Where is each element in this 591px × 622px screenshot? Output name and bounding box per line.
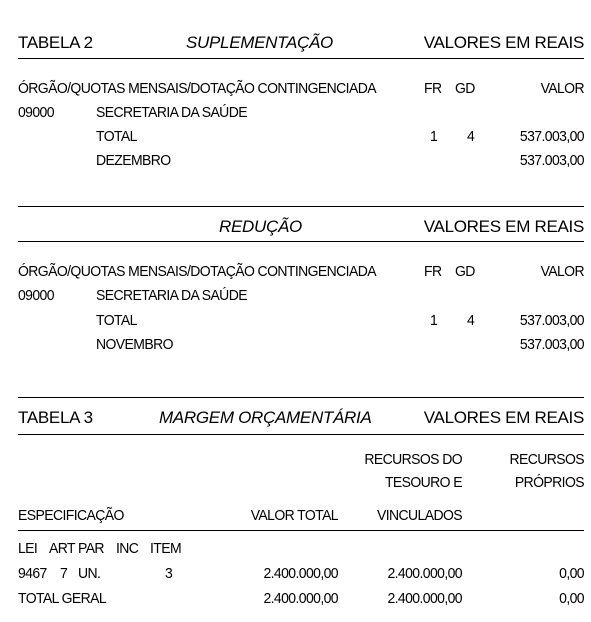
reducao-col-fr: FR (424, 261, 442, 280)
tabela3-total-label: TOTAL GERAL (18, 588, 107, 607)
tabela2-title: SUPLEMENTAÇÃO (186, 33, 333, 52)
tabela2-total-gd: 4 (467, 126, 475, 145)
reducao-total-valor: 537.003,00 (519, 310, 584, 329)
reducao-orgao-code: 09000 (18, 285, 54, 304)
tabela2-orgao-code: 09000 (18, 102, 54, 121)
tabela3-col-proprios-line2: PRÓPRIOS (514, 472, 584, 491)
tabela2-total-label: TOTAL (96, 126, 137, 145)
tabela3-title: MARGEM ORÇAMENTÁRIA (159, 408, 372, 427)
reducao-orgao-name: SECRETARIA DA SAÚDE (96, 285, 247, 304)
tabela2-divider (18, 58, 584, 59)
tabela3-units: VALORES EM REAIS (423, 408, 584, 427)
tabela3-col-tesouro-line2: TESOURO E (384, 472, 462, 491)
tabela3-col-especificacao: ESPECIFICAÇÃO (18, 505, 124, 524)
reducao-month-valor: 537.003,00 (519, 334, 584, 353)
tabela2-col-valor: VALOR (540, 78, 584, 97)
tabela3-col-tesouro-line3: VINCULADOS (376, 505, 462, 524)
tabela3-divider (18, 434, 584, 435)
tabela3-col-proprios-line1: RECURSOS (509, 449, 584, 468)
reducao-total-gd: 4 (467, 310, 475, 329)
reducao-col-gd: GD (455, 261, 475, 280)
tabela2-month-valor: 537.003,00 (519, 150, 584, 169)
reducao-divider (18, 241, 584, 242)
tabela2-units: VALORES EM REAIS (423, 33, 584, 52)
reducao-col-valor: VALOR (540, 261, 584, 280)
reducao-units: VALORES EM REAIS (423, 217, 584, 236)
tabela2-col-gd: GD (455, 78, 475, 97)
reducao-total-fr: 1 (430, 310, 438, 329)
tabela2-col-fr: FR (424, 78, 442, 97)
tabela3-sub-inc: INC (116, 538, 139, 557)
tabela2-col-header: ÓRGÃO/QUOTAS MENSAIS/DOTAÇÃO CONTINGENCIADA (18, 78, 376, 97)
tabela3-col-tesouro-line1: RECURSOS DO (364, 449, 462, 468)
tabela3-row-par: UN. (78, 563, 101, 582)
tabela2-orgao-name: SECRETARIA DA SAÚDE (96, 102, 247, 121)
reducao-title: REDUÇÃO (219, 217, 302, 236)
tabela2-label: TABELA 2 (18, 33, 93, 52)
tabela2-total-valor: 537.003,00 (519, 126, 584, 145)
reducao-total-label: TOTAL (96, 310, 137, 329)
reducao-month-label: NOVEMBRO (96, 334, 173, 353)
tabela3-sub-par: PAR (78, 538, 104, 557)
tabela3-row-art: 7 (60, 563, 68, 582)
tabela2-total-fr: 1 (430, 126, 438, 145)
reducao-top-divider (18, 206, 584, 207)
tabela2-month-label: DEZEMBRO (96, 150, 171, 169)
tabela3-row-lei: 9467 (18, 563, 47, 582)
tabela3-sub-lei: LEI (18, 538, 38, 557)
tabela3-top-divider (18, 397, 584, 398)
tabela3-row-tesouro: 2.400.000,00 (387, 563, 462, 582)
tabela3-total-proprios: 0,00 (559, 588, 584, 607)
tabela3-total-valor-total: 2.400.000,00 (263, 588, 338, 607)
reducao-col-header: ÓRGÃO/QUOTAS MENSAIS/DOTAÇÃO CONTINGENCIADA (18, 261, 376, 280)
tabela3-total-tesouro: 2.400.000,00 (387, 588, 462, 607)
tabela3-sub-art: ART (49, 538, 75, 557)
tabela3-label: TABELA 3 (18, 408, 93, 427)
tabela3-header-divider (18, 530, 584, 531)
tabela3-sub-item: ITEM (150, 538, 182, 557)
tabela3-col-valor-total: VALOR TOTAL (250, 505, 338, 524)
tabela3-row-item: 3 (165, 563, 173, 582)
tabela3-row-proprios: 0,00 (559, 563, 584, 582)
tabela3-row-valor-total: 2.400.000,00 (263, 563, 338, 582)
